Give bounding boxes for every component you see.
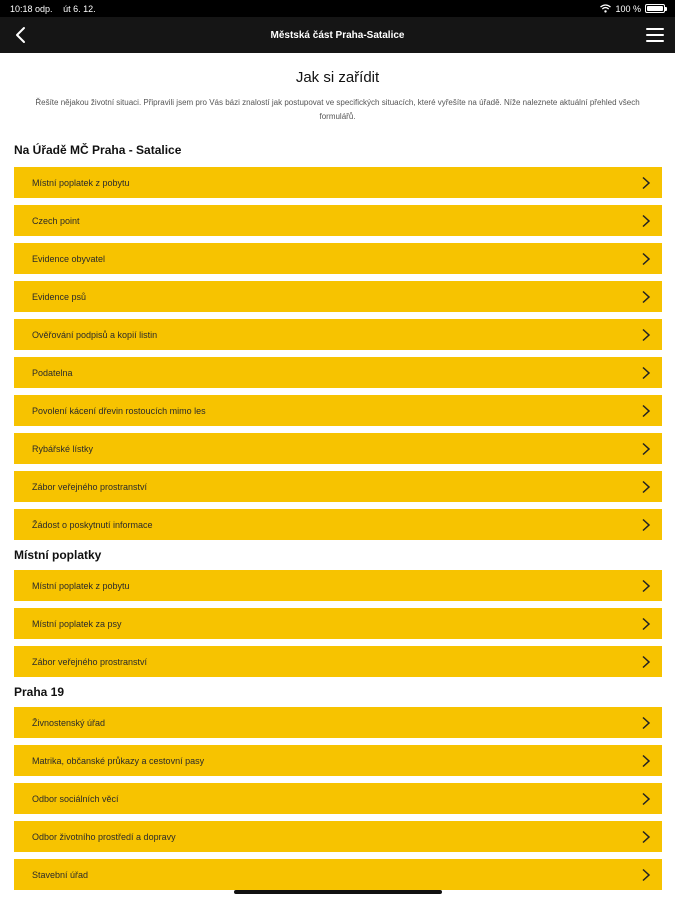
list-item-label: Evidence psů — [32, 291, 87, 302]
sections — [0, 143, 675, 890]
chevron-right-icon — [640, 754, 652, 768]
list-item-label: Podatelna — [32, 367, 73, 378]
chevron-right-icon — [640, 792, 652, 806]
chevron-right-icon — [640, 830, 652, 844]
list-item-label: Místní poplatek z pobytu — [32, 177, 130, 188]
nav-bar — [0, 17, 675, 53]
home-indicator[interactable] — [234, 890, 442, 894]
chevron-right-icon — [640, 328, 652, 342]
chevron-right-icon — [640, 404, 652, 418]
list-item[interactable] — [14, 243, 662, 274]
status-date: út 6. 12. — [63, 3, 96, 14]
chevron-right-icon — [640, 442, 652, 456]
chevron-right-icon — [640, 716, 652, 730]
page-title: Jak si zařídit — [295, 69, 380, 86]
section-header: Místní poplatky — [14, 548, 102, 562]
list-item[interactable] — [14, 319, 662, 350]
list-item[interactable] — [14, 471, 662, 502]
list-item[interactable] — [14, 821, 662, 852]
battery-percent: 100 % — [615, 3, 641, 14]
list-item-label: Odbor sociálních věcí — [32, 793, 119, 804]
status-bar — [0, 0, 675, 17]
list-item[interactable] — [14, 783, 662, 814]
chevron-right-icon — [640, 655, 652, 669]
list-item-label: Rybářské lístky — [32, 443, 94, 454]
chevron-right-icon — [640, 290, 652, 304]
wifi-icon — [600, 4, 611, 13]
battery-icon — [645, 4, 665, 13]
list-item-label: Evidence obyvatel — [32, 253, 106, 264]
list-item-label: Czech point — [32, 215, 80, 226]
list-item[interactable] — [14, 646, 662, 677]
list-item-label: Živnostenský úřad — [32, 717, 106, 728]
list-item[interactable] — [14, 433, 662, 464]
chevron-right-icon — [640, 579, 652, 593]
section-header: Na Úřadě MČ Praha - Satalice — [14, 143, 182, 157]
chevron-right-icon — [640, 868, 652, 882]
list-item-label: Místní poplatek za psy — [32, 618, 122, 629]
list-item-label: Odbor životního prostředí a dopravy — [32, 831, 176, 842]
list-item[interactable] — [14, 509, 662, 540]
list-item[interactable] — [14, 570, 662, 601]
section-header: Praha 19 — [14, 685, 65, 699]
nav-title: Městská část Praha-Satalice — [270, 29, 405, 41]
main-content — [0, 53, 675, 897]
chevron-right-icon — [640, 518, 652, 532]
section-list — [14, 167, 662, 540]
chevron-right-icon — [640, 617, 652, 631]
section-list — [14, 570, 662, 677]
status-left — [10, 4, 104, 14]
status-time: 10:18 odp. — [10, 3, 53, 14]
list-item-label: Žádost o poskytnutí informace — [32, 519, 153, 530]
section-list — [14, 707, 662, 890]
list-item[interactable] — [14, 167, 662, 198]
list-item[interactable] — [14, 395, 662, 426]
list-item[interactable] — [14, 608, 662, 639]
list-item-label: Matrika, občanské průkazy a cestovní pasy — [32, 755, 205, 766]
list-item-label: Místní poplatek z pobytu — [32, 580, 130, 591]
list-item-label: Ověřování podpisů a kopií listin — [32, 329, 158, 340]
chevron-right-icon — [640, 252, 652, 266]
chevron-right-icon — [640, 366, 652, 380]
list-item-label: Zábor veřejného prostranství — [32, 481, 148, 492]
chevron-right-icon — [640, 214, 652, 228]
chevron-right-icon — [640, 176, 652, 190]
status-right — [600, 4, 665, 14]
list-item[interactable] — [14, 281, 662, 312]
list-item[interactable] — [14, 357, 662, 388]
list-item[interactable] — [14, 205, 662, 236]
list-item[interactable] — [14, 859, 662, 890]
hamburger-menu-icon[interactable] — [645, 25, 665, 45]
list-item[interactable] — [14, 745, 662, 776]
list-item-label: Stavební úřad — [32, 869, 89, 880]
list-item[interactable] — [14, 707, 662, 738]
chevron-right-icon — [640, 480, 652, 494]
chevron-left-icon[interactable] — [12, 25, 32, 45]
list-item-label: Povolení kácení dřevin rostoucích mimo les — [32, 405, 206, 416]
intro-text: Řešíte nějakou životní situaci. Připravili jsem pro Vás bázi znalostí jak postupovat ve specifických situacích, které vyřešíte na úřadě. Níže naleznete aktuální přehled všech formulářů. — [35, 98, 640, 121]
list-item-label: Zábor veřejného prostranství — [32, 656, 148, 667]
